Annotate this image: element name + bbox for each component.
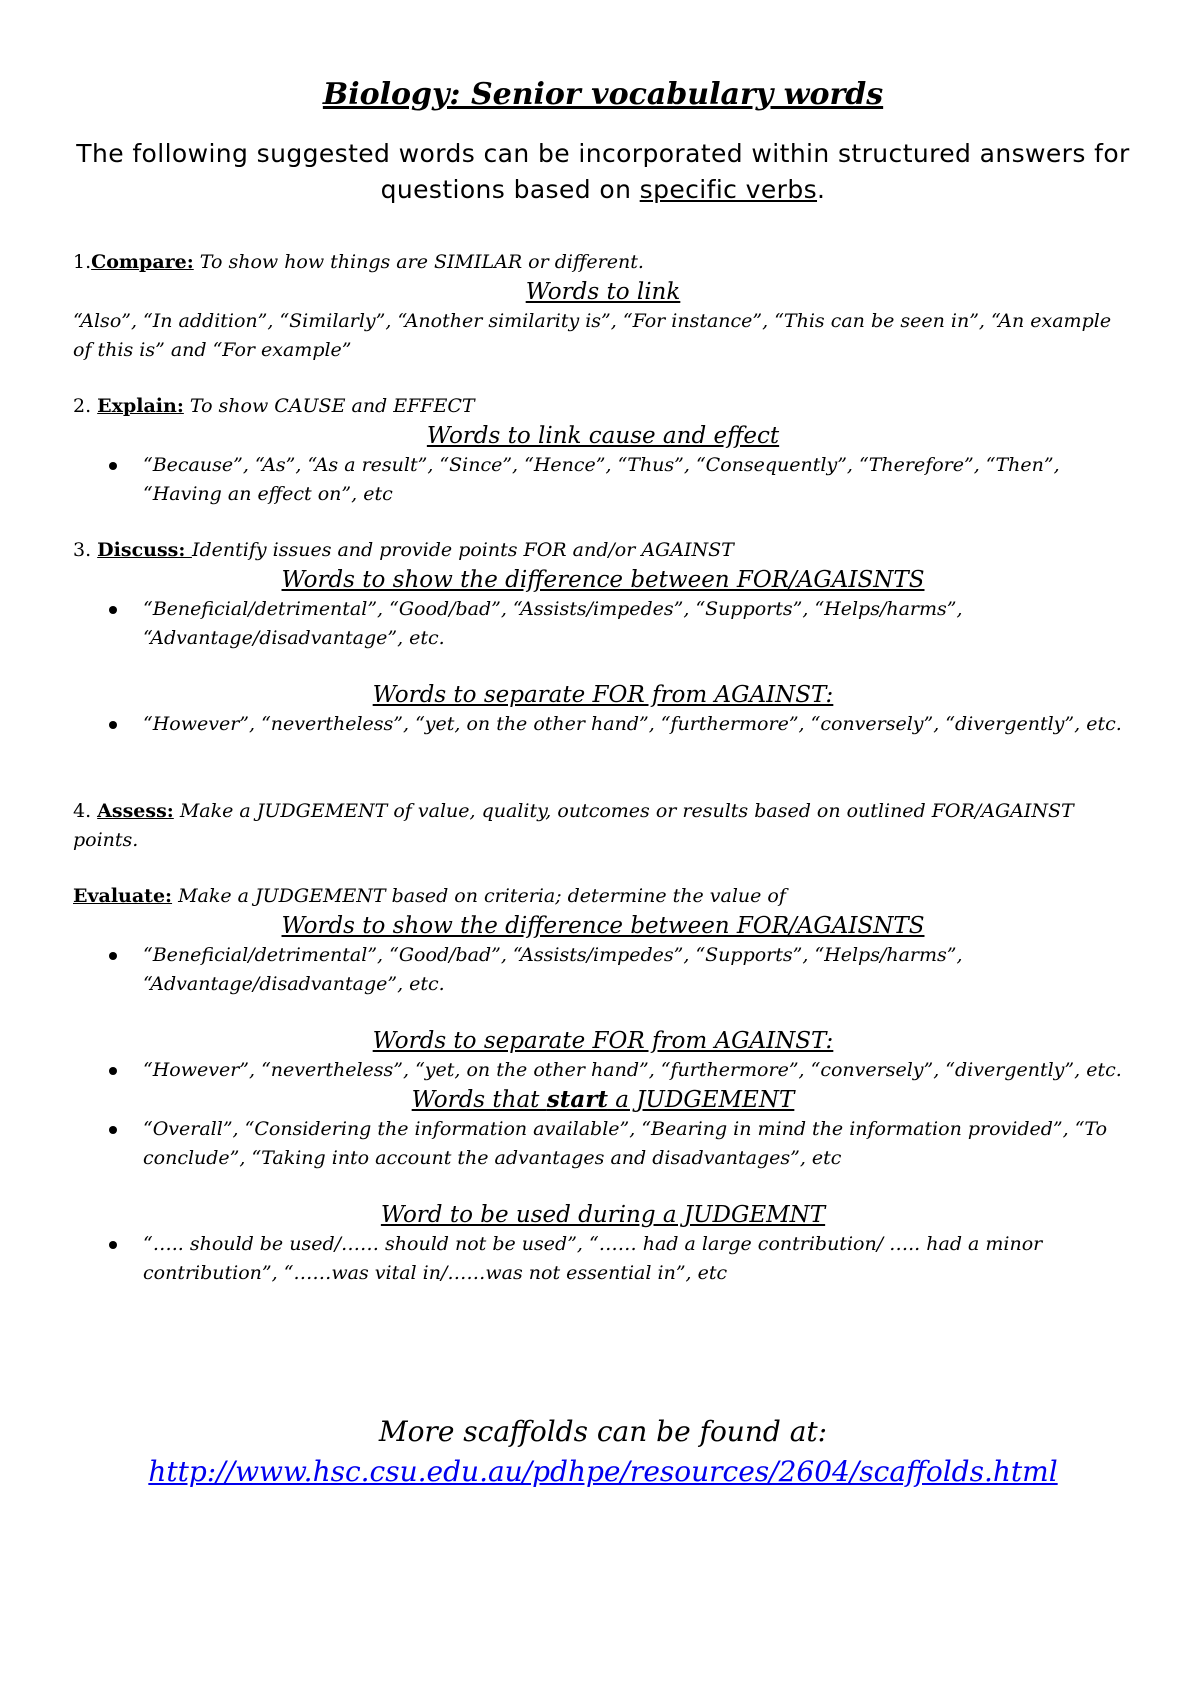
evaluate-heading-during-judgement: Word to be used during a JUDGEMNT [380, 1202, 826, 1228]
intro-part2: . [817, 175, 826, 204]
bullet-icon [109, 462, 117, 470]
evaluate-label: Evaluate: [73, 885, 173, 907]
list-item: “Beneficial/detrimental”, “Good/bad”, “Assists/impedes”, “Supports”, “Helps/harms”, “Advantage/disadvantage”, etc. [143, 595, 1133, 653]
bullet-icon [109, 1126, 117, 1134]
compare-number: 1. [73, 251, 92, 273]
list-item: “However”, “nevertheless”, “yet, on the other hand”, “furthermore”, “conversely”, “divergently”, etc. [143, 710, 1133, 739]
bullet-icon [109, 952, 117, 960]
explain-list [73, 451, 1133, 509]
evaluate-line [73, 882, 1133, 911]
evaluate-definition: Make a JUDGEMENT based on criteria; determine the value of [172, 885, 786, 907]
discuss-heading-difference: Words to show the difference between FOR/AGAISNTS [281, 567, 925, 593]
intro-underlined: specific verbs [639, 175, 818, 204]
assess-number: 4. [73, 800, 98, 822]
evaluate-list-during-judgement [73, 1230, 1133, 1288]
discuss-list-difference [73, 595, 1133, 653]
bullet-icon [109, 721, 117, 729]
discuss-label: Discuss: [97, 539, 192, 561]
list-item: “However”, “nevertheless”, “yet, on the other hand”, “furthermore”, “conversely”, “divergently”, etc. [143, 1056, 1133, 1085]
explain-label: Explain: [97, 395, 184, 417]
evaluate-list-difference [73, 941, 1133, 999]
discuss-definition: Identify issues and provide points FOR and/or AGAINST [191, 539, 734, 561]
list-item: “….. should be used/…… should not be used”, “…… had a large contribution/ ….. had a minor contribution”, “……was vital in/……was not essential in”, etc [143, 1230, 1133, 1288]
evaluate-heading-difference: Words to show the difference between FOR/AGAISNTS [281, 913, 925, 939]
discuss-heading-separate: Words to separate FOR from AGAINST: [372, 682, 834, 708]
discuss-list-separate [73, 710, 1133, 739]
compare-heading: Words to link [525, 279, 681, 305]
evaluate-heading-start-judgement: Words that start a JUDGEMENT [411, 1086, 795, 1113]
explain-number: 2. [73, 395, 98, 417]
discuss-number: 3. [73, 539, 98, 561]
bullet-icon [109, 1067, 117, 1075]
evaluate-list-start-judgement [73, 1115, 1133, 1173]
intro-part1: The following suggested words can be incorporated within structured answers for questions based on [76, 139, 1130, 204]
compare-line [73, 248, 1133, 277]
list-item: “Because”, “As”, “As a result”, “Since”, “Hence”, “Thus”, “Consequently”, “Therefore”, “Then”, “Having an effect on”, etc [143, 451, 1133, 509]
explain-heading: Words to link cause and effect [426, 423, 780, 449]
bullet-icon [109, 606, 117, 614]
evaluate-heading-separate: Words to separate FOR from AGAINST: [372, 1028, 834, 1054]
list-item: “Beneficial/detrimental”, “Good/bad”, “Assists/impedes”, “Supports”, “Helps/harms”, “Advantage/disadvantage”, etc. [143, 941, 1133, 999]
page-title: Biology: Senior vocabulary words [322, 77, 884, 112]
document-body [73, 74, 1133, 1288]
footer [73, 1412, 1133, 1492]
assess-label: Assess: [97, 800, 174, 822]
compare-words: “Also”, “In addition”, “Similarly”, “Another similarity is”, “For instance”, “This can be seen in”, “An example of this is” and “For example” [73, 310, 1112, 361]
discuss-line [73, 536, 1133, 565]
compare-definition: To show how things are SIMILAR or different. [193, 251, 644, 273]
bullet-icon [109, 1241, 117, 1249]
intro-text [73, 136, 1133, 208]
evaluate-list-separate [73, 1056, 1133, 1085]
explain-line [73, 392, 1133, 421]
compare-label: Compare: [91, 251, 194, 273]
assess-line [73, 797, 1133, 855]
assess-definition: Make a JUDGEMENT of value, quality, outcomes or results based on outlined FOR/AGAINST points. [73, 800, 1074, 851]
explain-definition: To show CAUSE and EFFECT [183, 395, 475, 417]
scaffolds-link[interactable]: http://www.hsc.csu.edu.au/pdhpe/resources/2604/scaffolds.html [148, 1455, 1058, 1488]
list-item: “Overall”, “Considering the information available”, “Bearing in mind the information provided”, “To conclude”, “Taking into account the advantages and disadvantages”, etc [143, 1115, 1133, 1173]
more-scaffolds-text: More scaffolds can be found at: [378, 1415, 828, 1448]
